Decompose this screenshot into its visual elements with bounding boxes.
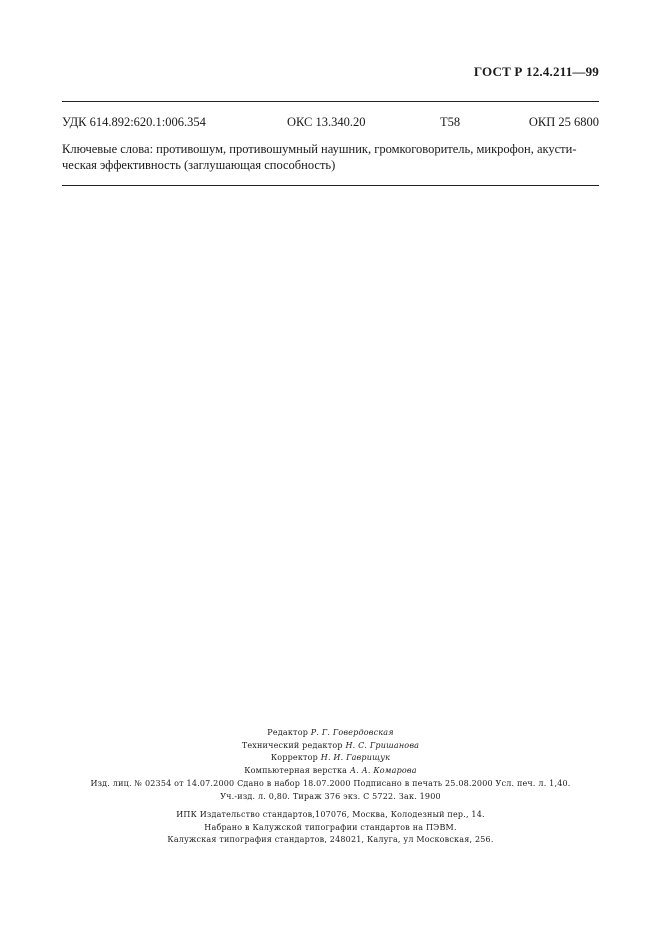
standard-code: ГОСТ Р 12.4.211—99 — [473, 64, 599, 79]
editor-line — [0, 727, 661, 740]
editor-name: Н. И. Гаврищук — [320, 753, 391, 762]
editor-line — [0, 752, 661, 765]
editors-block — [0, 727, 661, 777]
editor-role: Технический редактор — [241, 740, 343, 750]
keywords-line: ческая эффективность (заглушающая способность) — [62, 158, 336, 172]
editor-line — [0, 765, 661, 778]
keywords-line: Ключевые слова: противошум, противошумный наушник, громкоговоритель, микрофон, акусти- — [62, 142, 577, 156]
imprint-line: Уч.-изд. л. 0,80. Тираж 376 экз. С 5722. Зак. 1900 — [220, 791, 441, 801]
top-divider — [62, 101, 599, 102]
editor-name: Н. С. Гришанова — [345, 740, 420, 750]
keywords-block — [62, 141, 599, 173]
editor-name: Р. Г. Говердовская — [310, 728, 394, 737]
udk-code: УДК 614.892:620.1:006.354 — [62, 115, 206, 129]
publisher-block — [0, 809, 661, 847]
editor-role: Редактор — [267, 728, 309, 737]
publisher-line: Калужская типография стандартов, 248021, Калуга, ул Московская, 256. — [167, 835, 494, 844]
editor-role: Корректор — [270, 753, 319, 762]
imprint-block — [0, 778, 661, 803]
oks-code: ОКС 13.340.20 — [287, 115, 366, 129]
publisher-line: ИПК Издательство стандартов,107076, Москва, Колодезный пер., 14. — [176, 810, 485, 819]
bottom-divider — [62, 185, 599, 186]
editor-name: А. А. Комарова — [349, 765, 417, 775]
publisher-line: Набрано в Калужской типографии стандартов на ПЭВМ. — [204, 822, 457, 832]
editor-line — [0, 740, 661, 753]
group-code: Т58 — [440, 115, 461, 129]
editor-role: Компьютерная верстка — [244, 765, 348, 775]
imprint-line: Изд. лиц. № 02354 от 14.07.2000 Сдано в набор 18.07.2000 Подписано в печать 25.08.2000 Усл. печ. л. 1,40. — [90, 779, 571, 788]
okp-code: ОКП 25 6800 — [528, 115, 599, 129]
